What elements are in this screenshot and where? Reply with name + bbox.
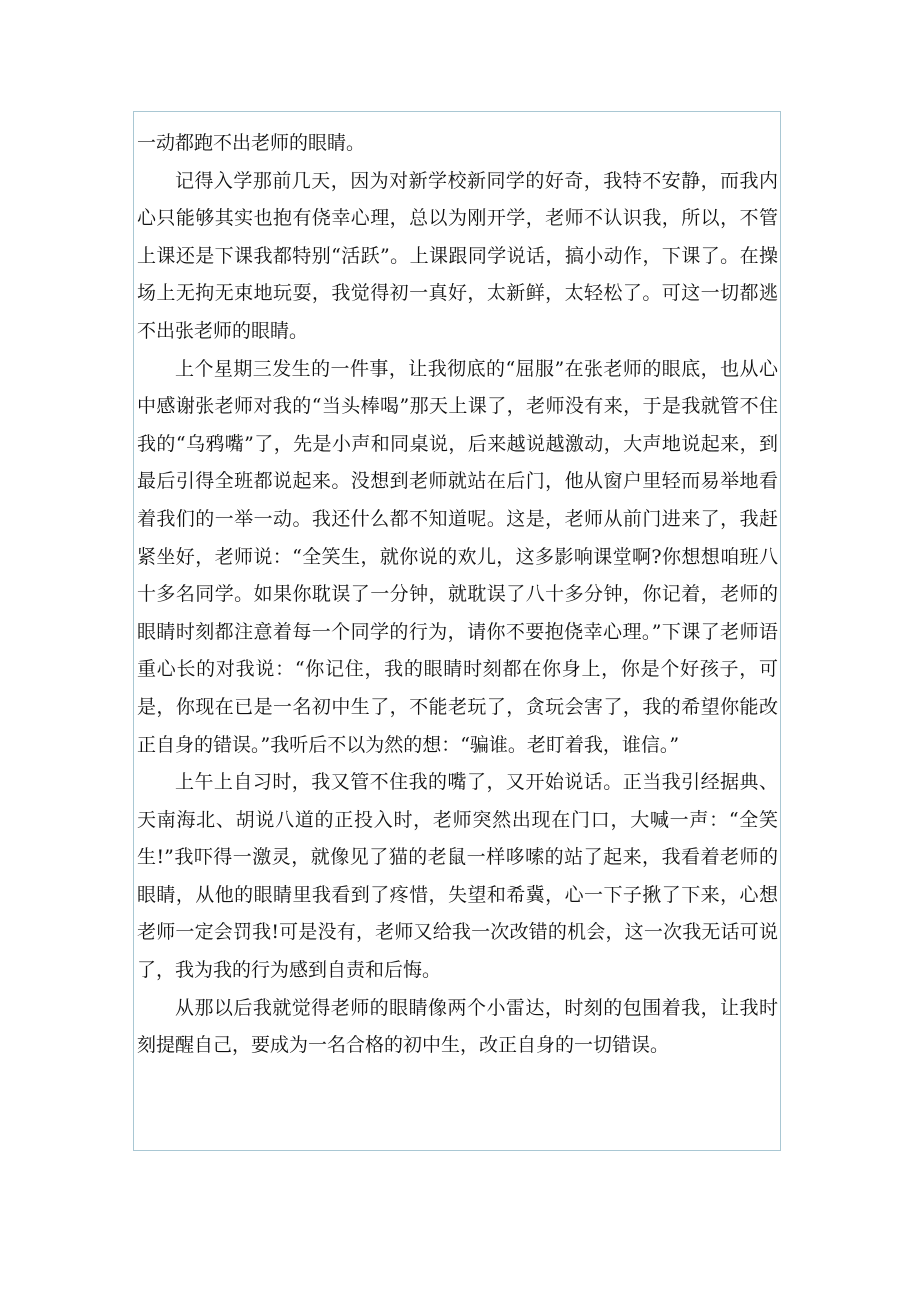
paragraph-continuation: 一动都跑不出老师的眼睛。 [137, 132, 366, 154]
document-body [137, 125, 778, 1065]
paragraph-study-hall: 上午上自习时，我又管不住我的嘴了，又开始说话。正当我引经据典、天南海北、胡说八道的正投入时，老师突然出现在门口，大喊一声：“全笑生!”我吓得一激灵，就像见了猫的老鼠一样哆嗦的站了起来，我看着老师的眼睛，从他的眼睛里我看到了疼惜，失望和希冀，心一下子揪了下来，心想老师一定会罚我!可是没有，老师又给我一次改错的机会，这一次我无话可说了，我为我的行为感到自责和后悔。 [137, 771, 778, 982]
paragraph-wednesday-incident: 上个星期三发生的一件事，让我彻底的“屈服”在张老师的眼底，也从心中感谢张老师对我的“当头棒喝”那天上课了，老师没有来，于是我就管不住我的“乌鸦嘴”了，先是小声和同桌说，后来越说越激动，大声地说起来，到最后引得全班都说起来。没想到老师就站在后门，他从窗户里轻而易举地看着我们的一举一动。我还什么都不知道呢。这是，老师从前门进来了，我赶紧坐好，老师说：“全笑生，就你说的欢儿，这多影响课堂啊?你想想咱班八十多名同学。如果你耽误了一分钟，就耽误了八十多分钟，你记着，老师的眼睛时刻都注意着每一个同学的行为，请你不要抱侥幸心理。”下课了老师语重心长的对我说：“你记住，我的眼睛时刻都在你身上，你是个好孩子，可是，你现在已是一名初中生了，不能老玩了，贪玩会害了，我的希望你能改正自身的错误。”我听后不以为然的想：“骗谁。老盯着我，谁信。” [137, 357, 778, 756]
paragraph-school-start: 记得入学那前几天，因为对新学校新同学的好奇，我特不安静，而我内心只能够其实也抱有侥幸心理，总以为刚开学，老师不认识我，所以，不管上课还是下课我都特别“活跃”。上课跟同学说话，搞小动作，下课了。在操场上无拘无束地玩耍，我觉得初一真好，太新鲜，太轻松了。可这一切都逃不出张老师的眼睛。 [137, 169, 778, 342]
paragraph-conclusion: 从那以后我就觉得老师的眼睛像两个小雷达，时刻的包围着我，让我时刻提醒自己，要成为一名合格的初中生，改正自身的一切错误。 [137, 996, 778, 1057]
